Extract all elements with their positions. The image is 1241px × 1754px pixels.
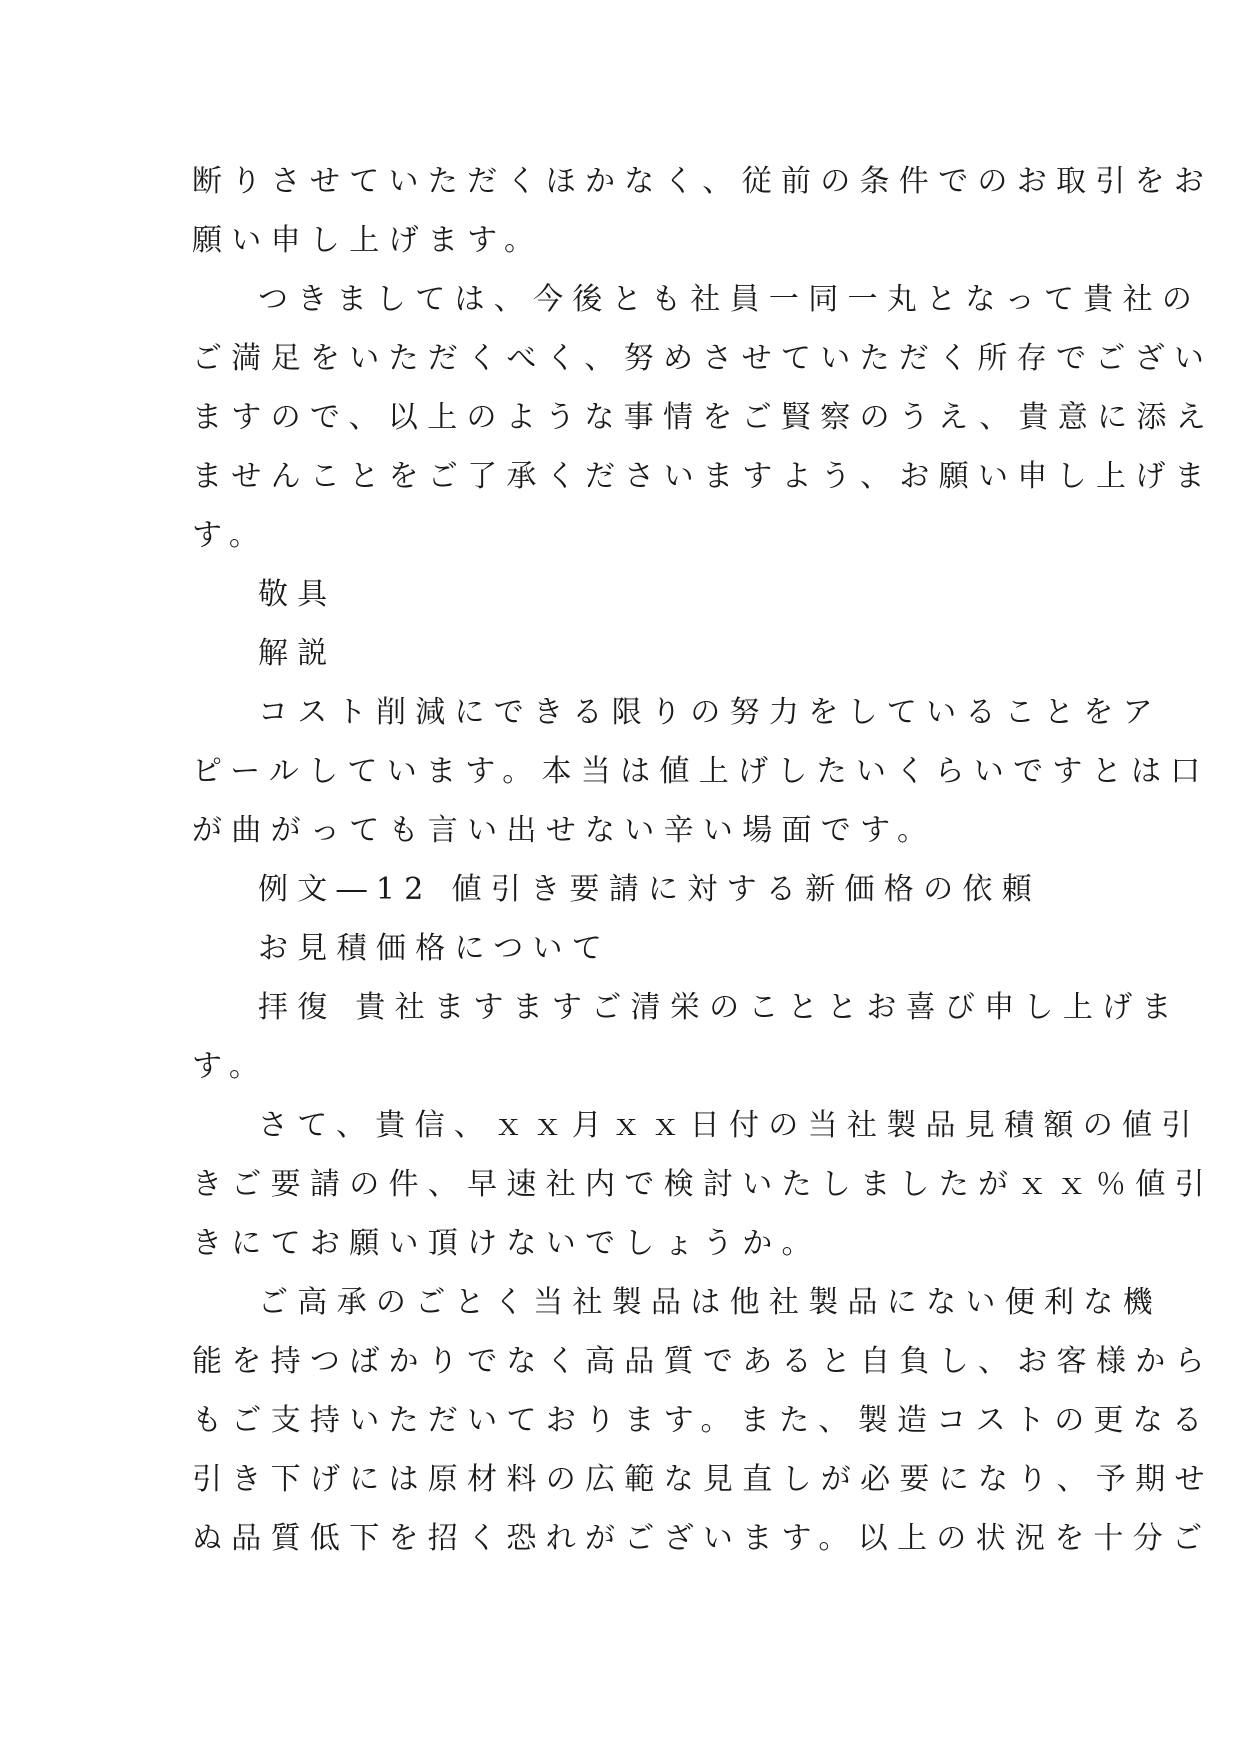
text-line: きご要請の件、早速社内で検討いたしましたがｘｘ％値引 [192,1167,1214,1202]
text-line: ご満足をいただくべく、努めさせていただく所存でござい [192,341,1214,376]
text-line: 断りさせていただくほかなく、従前の条件でのお取引をお [192,164,1214,199]
text-line: 願い申し上げます。 [192,223,544,258]
text-line: さて、貴信、ｘｘ月ｘｘ日付の当社製品見積額の値引 [258,1108,1201,1143]
document-page [192,152,1215,1568]
text-line: ませんことをご了承くださいますよう、お願い申し上げま [192,459,1214,494]
text-line: 能を持つばかりでなく高品質であると自負し、お客様から [192,1344,1214,1379]
text-line: ぬ品質低下を招く恐れがございます。以上の状況を十分ご [192,1521,1212,1556]
closing-keigu: 敬具 [258,577,337,612]
letter-subject: お見積価格について [258,931,612,966]
text-line: ご高承のごとく当社製品は他社製品にない便利な機 [258,1285,1162,1320]
text-line: ますので、以上のような事情をご賢察のうえ、貴意に添え [192,400,1215,435]
text-line: が曲がっても言い出せない辛い場面です。 [192,813,937,848]
example-heading: 例文―12 値引き要請に対する新価格の依頼 [258,872,1042,907]
section-heading-kaisetsu: 解説 [258,636,337,671]
text-line: つきましては、今後とも社員一同一丸となって貴社の [258,282,1202,317]
text-line: ピールしています。本当は値上げしたいくらいですとは口 [192,754,1210,789]
text-line: もご支持いただいております。また、製造コストの更なる [192,1403,1212,1438]
text-line: す。 [192,1049,269,1084]
text-line: コスト削減にできる限りの努力をしていることをア [258,695,1162,730]
text-line: す。 [192,518,269,553]
text-line: きにてお願い頂けないでしょうか。 [192,1226,821,1261]
text-line: 拝復 貴社ますますご清栄のこととお喜び申し上げま [258,990,1181,1025]
text-line: 引き下げには原材料の広範な見直しが必要になり、予期せ [192,1462,1214,1497]
